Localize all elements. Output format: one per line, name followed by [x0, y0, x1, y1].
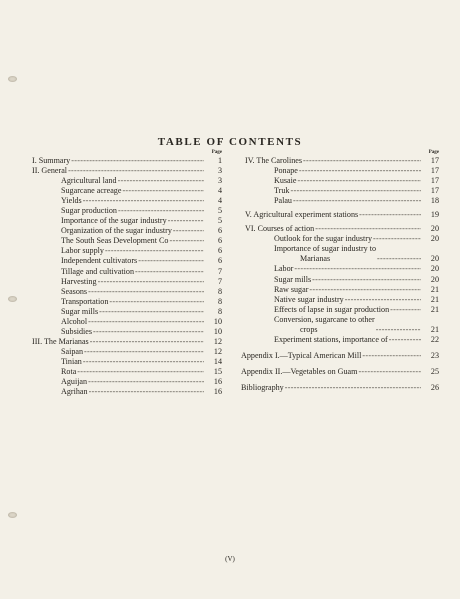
toc-entry [241, 335, 439, 345]
toc-entry-page: 8 [217, 286, 222, 296]
toc-entry-label: The South Seas Development Co [61, 236, 169, 246]
dot-leader [105, 246, 204, 256]
toc-entry-label: Ponape [274, 166, 298, 176]
toc-entry-page: 20 [430, 274, 439, 284]
toc-entry [28, 156, 222, 166]
punch-hole [8, 512, 17, 518]
toc-entry-label: Importance of the sugar industry [61, 216, 167, 226]
toc-entry-label: Outlook for the sugar industry [274, 234, 373, 244]
toc-entry-page: 16 [213, 377, 222, 387]
toc-entry [241, 315, 439, 335]
toc-entry-label: Raw sugar [274, 284, 309, 294]
dot-leader [71, 156, 204, 166]
toc-entry [241, 275, 439, 285]
toc-entry-label: Transportation [61, 296, 109, 306]
toc-entry-label: Palau [274, 196, 292, 206]
toc-entry-label: Labor supply [61, 246, 104, 256]
toc-entry-label [274, 315, 375, 335]
dot-leader [83, 196, 204, 206]
dot-leader [297, 176, 421, 186]
dot-leader [299, 166, 421, 176]
toc-entry [28, 196, 222, 206]
toc-entry [28, 236, 222, 246]
dot-leader [362, 351, 421, 361]
toc-entry-label: Experiment stations, importance of [274, 334, 388, 344]
dot-leader [118, 176, 204, 186]
toc-entry-page: 22 [430, 334, 439, 344]
dot-leader [358, 367, 421, 377]
dot-leader [99, 307, 204, 317]
toc-entry-label: Bibliography [241, 382, 284, 392]
toc-entry-label: Yields [61, 196, 82, 206]
toc-entry-page: 14 [213, 356, 222, 366]
toc-entry-page: 4 [217, 186, 222, 196]
dot-leader [109, 297, 204, 307]
toc-entry-page: 6 [217, 256, 222, 266]
dot-leader [98, 277, 204, 287]
toc-entry-page: 17 [430, 176, 439, 186]
dot-leader [377, 254, 421, 264]
toc-entry [241, 244, 439, 264]
page-column-header: Page [428, 150, 439, 155]
toc-entry-label-line: Importance of sugar industry to [274, 244, 377, 254]
dot-leader [376, 325, 421, 335]
toc-entry-label: I. Summary [32, 156, 71, 165]
dot-leader [345, 295, 421, 305]
toc-entry-label: Alcohol [61, 316, 88, 326]
toc-entry-label: Effects of lapse in sugar production [274, 304, 390, 314]
toc-entry-page: 15 [213, 366, 222, 376]
toc-entry-label: Aguijan [61, 377, 88, 387]
toc-entry [241, 210, 439, 220]
toc-entry-page: 20 [430, 254, 439, 264]
toc-entry [28, 216, 222, 226]
toc-entry [28, 277, 222, 287]
dot-leader [88, 317, 204, 327]
toc-entry-label: Organization of the sugar industry [61, 226, 172, 236]
toc-right-column [241, 150, 439, 393]
toc-entry-page: 18 [430, 196, 439, 206]
toc-entry-label: II. General [32, 166, 68, 176]
dot-leader [83, 357, 204, 367]
dot-leader [389, 335, 421, 345]
toc-entry-page: 5 [217, 216, 222, 226]
toc-entry [28, 347, 222, 357]
toc-entry [241, 351, 439, 361]
toc-entry-page: 7 [217, 276, 222, 286]
toc-entry-page: 8 [217, 306, 222, 316]
toc-entry-label: VI. Courses of action [245, 224, 315, 234]
toc-entry-page: 7 [217, 266, 222, 276]
toc-entry-label: Harvesting [61, 276, 97, 286]
toc-entry-label: Subsidies [61, 326, 93, 336]
dot-leader [293, 196, 421, 206]
toc-entry [28, 297, 222, 307]
dot-leader [303, 156, 421, 166]
toc-entry-label: III. The Marianas [32, 336, 89, 346]
toc-entry [28, 357, 222, 367]
dot-leader [294, 264, 421, 274]
dot-leader [173, 226, 204, 236]
toc-entry-page: 17 [430, 156, 439, 165]
toc-entry-label: Tillage and cultivation [61, 266, 134, 276]
dot-leader [93, 327, 204, 337]
dot-leader [315, 224, 421, 234]
toc-entry [28, 226, 222, 236]
toc-entry [241, 156, 439, 166]
toc-entry-label: Sugarcane acreage [61, 186, 122, 196]
toc-entry-label-line: crops [300, 324, 318, 334]
toc-entry-page: 17 [430, 186, 439, 196]
toc-entry [241, 224, 439, 234]
toc-entry-label: Kusaie [274, 176, 297, 186]
dot-leader [122, 186, 204, 196]
toc-entry-label: Agricultural land [61, 176, 117, 186]
punch-hole [8, 296, 17, 302]
dot-leader [90, 337, 204, 347]
dot-leader [309, 285, 421, 295]
toc-entry-page: 5 [217, 206, 222, 216]
toc-entry [241, 196, 439, 206]
toc-entry-page: 1 [217, 156, 222, 165]
toc-entry [28, 246, 222, 256]
toc-entry-page: 21 [430, 284, 439, 294]
toc-entry [28, 317, 222, 327]
toc-entry-label: Native sugar industry [274, 294, 344, 304]
toc-entry [28, 337, 222, 347]
toc-entry-page: 20 [430, 264, 439, 274]
toc-entry [28, 327, 222, 337]
toc-entry-page: 6 [217, 226, 222, 236]
page-folio: (V) [225, 555, 235, 563]
toc-entry-label: Sugar production [61, 206, 117, 216]
toc-entry-label: Seasons [61, 286, 88, 296]
toc-entry-label: Sugar mills [61, 306, 99, 316]
toc-entry [28, 267, 222, 277]
toc-entry [28, 176, 222, 186]
dot-leader [169, 236, 204, 246]
dot-leader [312, 275, 421, 285]
toc-left-column [28, 150, 222, 397]
dot-leader [89, 387, 204, 397]
toc-entry [28, 367, 222, 377]
toc-entry-label: Agrihan [61, 387, 88, 397]
toc-entry [241, 285, 439, 295]
toc-entry-page: 10 [213, 326, 222, 336]
dot-leader [77, 367, 204, 377]
dot-leader [88, 377, 204, 387]
toc-entry-label: IV. The Carolines [245, 156, 303, 165]
dot-leader [88, 287, 204, 297]
dot-leader [359, 210, 421, 220]
dot-leader [168, 216, 204, 226]
toc-entry-page: 6 [217, 236, 222, 246]
toc-entry-label: Saipan [61, 346, 84, 356]
toc-entry-label: Appendix II.—Vegetables on Guam [241, 366, 358, 376]
dot-leader [390, 305, 421, 315]
toc-entry [241, 186, 439, 196]
toc-entry [241, 264, 439, 274]
toc-entry-page: 10 [213, 316, 222, 326]
dot-leader [84, 347, 204, 357]
toc-entry-page: 17 [430, 166, 439, 176]
toc-entry-label: V. Agricultural experiment stations [245, 210, 359, 220]
toc-entry-label: Labor [274, 264, 294, 274]
toc-entry [28, 307, 222, 317]
dot-leader [135, 267, 204, 277]
toc-entry [28, 387, 222, 397]
toc-entry [241, 295, 439, 305]
toc-entry-page: 21 [430, 324, 439, 334]
toc-entry-page: 21 [430, 294, 439, 304]
dot-leader [68, 166, 204, 176]
toc-entry-page: 8 [217, 296, 222, 306]
toc-entry [28, 377, 222, 387]
toc-entry-page: 12 [213, 336, 222, 346]
punch-hole [8, 76, 17, 82]
toc-entry-page: 20 [430, 234, 439, 244]
dot-leader [118, 206, 204, 216]
toc-entry-label [274, 244, 376, 264]
toc-entry-page: 19 [430, 210, 439, 220]
page-title: TABLE OF CONTENTS [157, 136, 303, 148]
toc-entry [241, 383, 439, 393]
toc-entry-label: Truk [274, 186, 290, 196]
toc-entry-page: 23 [430, 350, 439, 360]
page-column-header: Page [211, 150, 222, 155]
toc-entry-page: 20 [430, 224, 439, 234]
dot-leader [138, 256, 204, 266]
toc-entry [241, 234, 439, 244]
toc-entry-page: 3 [217, 166, 222, 176]
toc-entry [241, 166, 439, 176]
toc-entry [28, 206, 222, 216]
toc-entry-page: 6 [217, 246, 222, 256]
toc-entry-page: 21 [430, 304, 439, 314]
toc-entry [241, 176, 439, 186]
toc-entry-label-line: Conversion, sugarcane to other [274, 314, 375, 324]
toc-entry [28, 186, 222, 196]
toc-entry [28, 287, 222, 297]
toc-entry-label: Tinian [61, 356, 82, 366]
toc-entry [28, 166, 222, 176]
dot-leader [285, 383, 421, 393]
toc-entry-page: 3 [217, 176, 222, 186]
toc-entry-page: 12 [213, 346, 222, 356]
toc-entry [241, 305, 439, 315]
toc-entry [28, 256, 222, 266]
toc-entry-label: Independent cultivators [61, 256, 138, 266]
toc-entry-page: 4 [217, 196, 222, 206]
toc-entry-label: Appendix I.—Typical American Mill [241, 350, 362, 360]
dot-leader [373, 234, 421, 244]
toc-entry-label: Sugar mills [274, 274, 312, 284]
toc-entry [241, 367, 439, 377]
toc-entry-page: 25 [430, 366, 439, 376]
toc-entry-page: 16 [213, 387, 222, 397]
toc-entry-label: Rota [61, 366, 77, 376]
dot-leader [290, 186, 421, 196]
toc-entry-page: 26 [430, 382, 439, 392]
toc-entry-label-line: Marianas [300, 254, 331, 264]
